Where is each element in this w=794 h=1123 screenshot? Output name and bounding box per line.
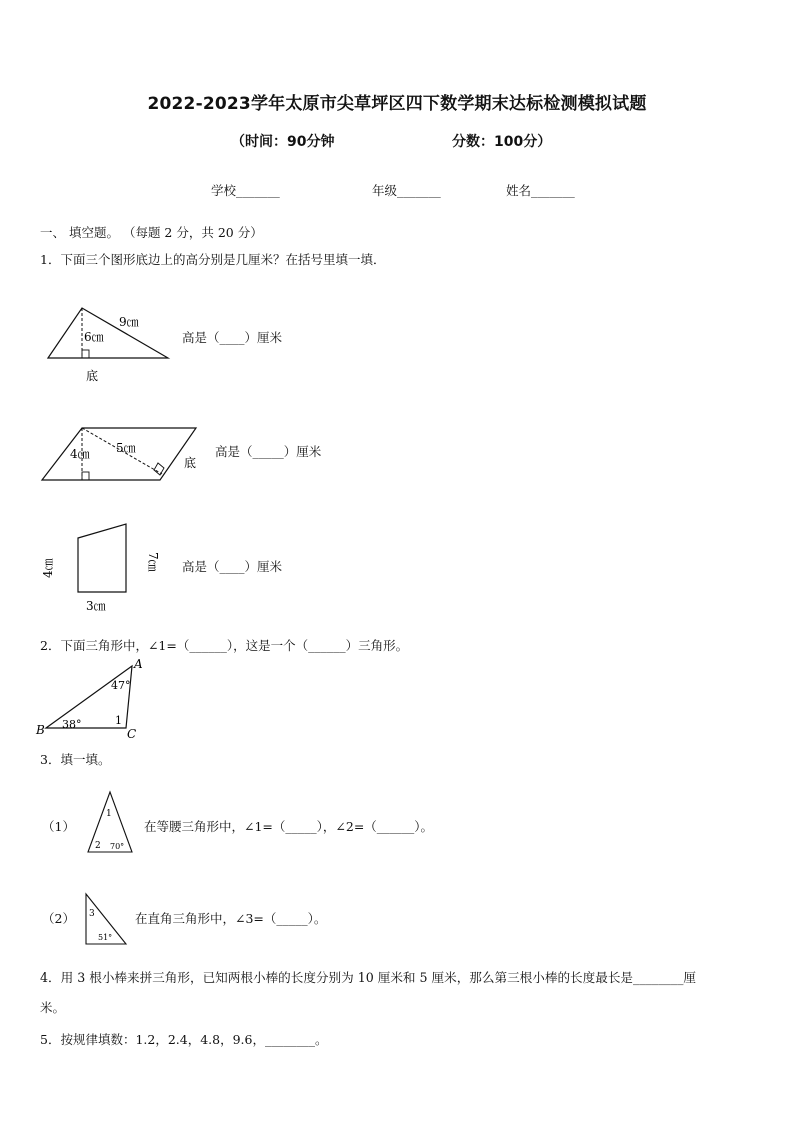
label-C: C [127, 727, 137, 741]
label-4cm: 4㎝ [41, 558, 55, 578]
question-1-text: 1．下面三个图形底边上的高分别是几厘米？在括号里填一填． [40, 252, 386, 267]
angle-B-label: 38° [62, 718, 82, 731]
angle-1-label: 1 [106, 809, 112, 819]
angle-A-label: 47° [111, 679, 131, 692]
exam-time: （时间：90分钟 [231, 134, 335, 150]
right-angle-mark [154, 463, 164, 475]
school-field: 学校_______ [211, 183, 280, 198]
trapezoid-figure [36, 518, 166, 618]
label-5cm: 5㎝ [116, 441, 136, 455]
question-3-part-1-text: 在等腰三角形中，∠1=（_____），∠2=（______）。 [144, 819, 434, 834]
angle-2-label: 2 [95, 841, 101, 851]
question-1-answer-1: 高是（____）厘米 [182, 330, 283, 345]
angle-1-label: 1 [115, 714, 122, 727]
label-base: 底 [86, 369, 99, 383]
name-field: 姓名_______ [506, 183, 575, 198]
trapezoid-outline [78, 524, 126, 592]
question-3-part-1-number: （1） [42, 819, 75, 834]
label-base: 底 [184, 456, 197, 470]
question-3-part-2-number: （2） [42, 911, 75, 926]
angle-70-label: 70° [110, 842, 125, 851]
question-4-line-2: 米。 [40, 1000, 66, 1015]
label-6cm: 6㎝ [84, 330, 104, 344]
label-B: B [36, 723, 45, 737]
triangle-outline [48, 308, 168, 358]
angle-3-label: 3 [89, 909, 95, 919]
right-angle-mark [82, 350, 89, 358]
parallelogram-figure [38, 422, 208, 487]
exam-score: 分数：100分） [452, 134, 552, 150]
isosceles-triangle-figure [82, 788, 138, 858]
question-1-answer-2: 高是（_____）厘米 [215, 444, 322, 459]
question-2-text: 2．下面三角形中，∠1=（______），这是一个（______）三角形。 [40, 638, 409, 653]
right-angle-mark [82, 472, 89, 480]
grade-field: 年级_______ [372, 183, 441, 198]
label-4cm: 4㎝ [70, 447, 90, 461]
question-3-text: 3．填一填。 [40, 752, 111, 767]
triangle-abc-figure [34, 656, 149, 742]
label-3cm: 3㎝ [86, 599, 106, 613]
label-7cm: 7㎝ [146, 552, 160, 572]
angle-51-label: 51° [98, 933, 113, 942]
page-title: 2022-2023学年太原市尖草坪区四下数学期末达标检测模拟试题 [147, 94, 647, 114]
label-9cm: 9㎝ [119, 315, 139, 329]
question-3-part-2-text: 在直角三角形中，∠3=（_____）。 [135, 911, 327, 926]
question-4-line-1: 4．用 3 根小棒来拼三角形，已知两根小棒的长度分别为 10 厘米和 5 厘米，那么第三根小棒的长度最长是________厘 [40, 970, 696, 985]
triangle-figure [40, 300, 180, 390]
question-5-text: 5．按规律填数：1.2，2.4，4.8，9.6，________。 [40, 1032, 328, 1047]
section-title: 一、 填空题。 （每题 2 分，共 20 分） [40, 225, 263, 240]
right-triangle-figure [82, 890, 132, 948]
question-1-answer-3: 高是（____）厘米 [182, 559, 283, 574]
label-A: A [134, 657, 143, 671]
